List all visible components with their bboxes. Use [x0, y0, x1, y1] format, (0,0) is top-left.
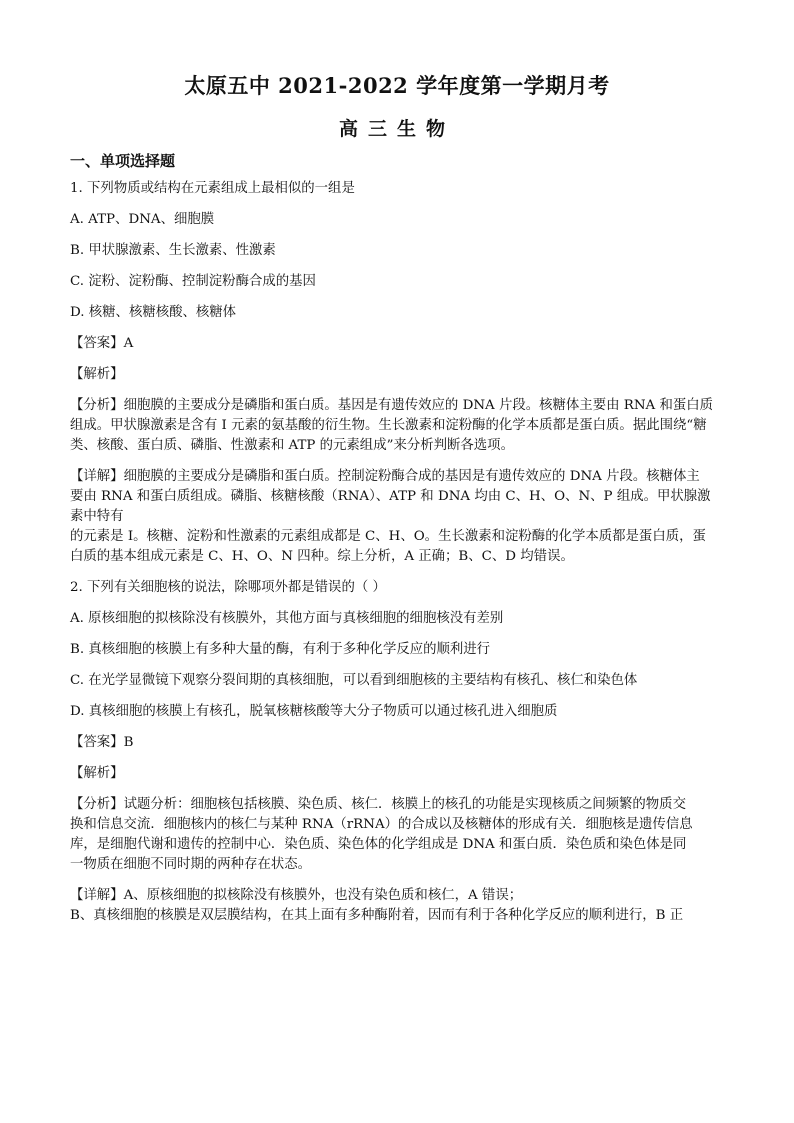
xiangjie-line: B、真核细胞的核膜是双层膜结构，在其上面有多种酶附着，因而有利于各种化学反应的顺利进行，B 正: [70, 908, 684, 923]
question-2-fenxi: [70, 795, 720, 875]
document-subtitle: 高三生物: [338, 118, 455, 140]
section-title: 一、单项选择题: [70, 152, 176, 170]
xiangjie-tag: 【详解】: [70, 888, 124, 903]
fenxi-line: 一物质在细胞不同时期的两种存在状态。: [70, 857, 312, 872]
xiangjie-line: 白质的基本组成元素是 C、H、O、N 四种。综上分析，A 正确；B、C、D 均错误。: [70, 549, 574, 564]
fenxi-tag: 【分析】: [70, 797, 124, 812]
fenxi-tag: 【分析】: [70, 398, 124, 413]
question-1-fenxi: [70, 396, 720, 456]
question-2-option-c: C. 在光学显微镜下观察分裂间期的真核细胞，可以看到细胞核的主要结构有核孔、核仁和染色体: [70, 673, 638, 688]
answer-tag: 【答案】: [70, 336, 124, 351]
document-title: 太原五中 2021-2022 学年度第一学期月考: [184, 73, 610, 98]
answer-value: B: [123, 735, 134, 750]
fenxi-line: 试题分析：细胞核包括核膜、染色质、核仁．核膜上的核孔的功能是实现核质之间频繁的物质交: [123, 797, 686, 812]
question-2-option-b: B. 真核细胞的核膜上有多种大量的酶，有利于多种化学反应的顺利进行: [70, 642, 491, 657]
question-2-option-d: D. 真核细胞的核膜上有核孔，脱氧核糖核酸等大分子物质可以通过核孔进入细胞质: [70, 704, 558, 719]
question-2-analysis-tag: 【解析】: [70, 766, 124, 781]
question-1-option-c: C. 淀粉、淀粉酶、控制淀粉酶合成的基因: [70, 274, 316, 289]
xiangjie-tag: 【详解】: [70, 469, 124, 484]
content-body: [70, 179, 720, 937]
fenxi-line: 换和信息交流．细胞核内的核仁与某种 RNA（rRNA）的合成以及核糖体的形成有关．细胞核是遗传信息: [70, 817, 693, 832]
question-1-stem: 1. 下列物质或结构在元素组成上最相似的一组是: [70, 181, 355, 196]
question-2-xiangjie: [70, 886, 720, 926]
question-1-answer: [70, 334, 720, 354]
answer-value: A: [123, 336, 134, 351]
question-1-xiangjie: [70, 467, 720, 567]
answer-tag: 【答案】: [70, 735, 124, 750]
question-1-analysis-tag: 【解析】: [70, 367, 124, 382]
question-1-option-b: B. 甲状腺激素、生长激素、性激素: [70, 243, 276, 258]
fenxi-line: 库，是细胞代谢和遗传的控制中心．染色质、染色体的化学组成是 DNA 和蛋白质．染色质和染色体是同: [70, 837, 687, 852]
fenxi-line: 组成。甲状腺激素是含有 I 元素的氨基酸的衍生物。生长激素和淀粉酶的化学本质都是蛋白质。据此围绕“糖: [70, 418, 707, 433]
xiangjie-line: 细胞膜的主要成分是磷脂和蛋白质。控制淀粉酶合成的基因是有遗传效应的 DNA 片段。核糖体主: [123, 469, 700, 484]
fenxi-line: 细胞膜的主要成分是磷脂和蛋白质。基因是有遗传效应的 DNA 片段。核糖体主要由 RNA 和蛋白质: [123, 398, 714, 413]
xiangjie-line: A、原核细胞的拟核除没有核膜外，也没有染色质和核仁，A 错误；: [123, 888, 523, 903]
question-1-option-a: A. ATP、DNA、细胞膜: [70, 212, 215, 227]
xiangjie-line: 要由 RNA 和蛋白质组成。磷脂、核糖核酸（RNA）、ATP 和 DNA 均由 C、H、O、N、P 组成。甲状腺激素中特有: [70, 489, 711, 524]
question-2-option-a: A. 原核细胞的拟核除没有核膜外，其他方面与真核细胞的细胞核没有差别: [70, 611, 504, 626]
fenxi-line: 类、核酸、蛋白质、磷脂、性激素和 ATP 的元素组成”来分析判断各选项。: [70, 438, 514, 453]
question-1-option-d: D. 核糖、核糖核酸、核糖体: [70, 305, 237, 320]
xiangjie-line: 的元素是 I。核糖、淀粉和性激素的元素组成都是 C、H、O。生长激素和淀粉酶的化学本质都是蛋白质，蛋: [70, 529, 706, 544]
question-2-stem: 2. 下列有关细胞核的说法，除哪项外都是错误的（ ）: [70, 580, 386, 595]
question-2-answer: [70, 733, 720, 753]
